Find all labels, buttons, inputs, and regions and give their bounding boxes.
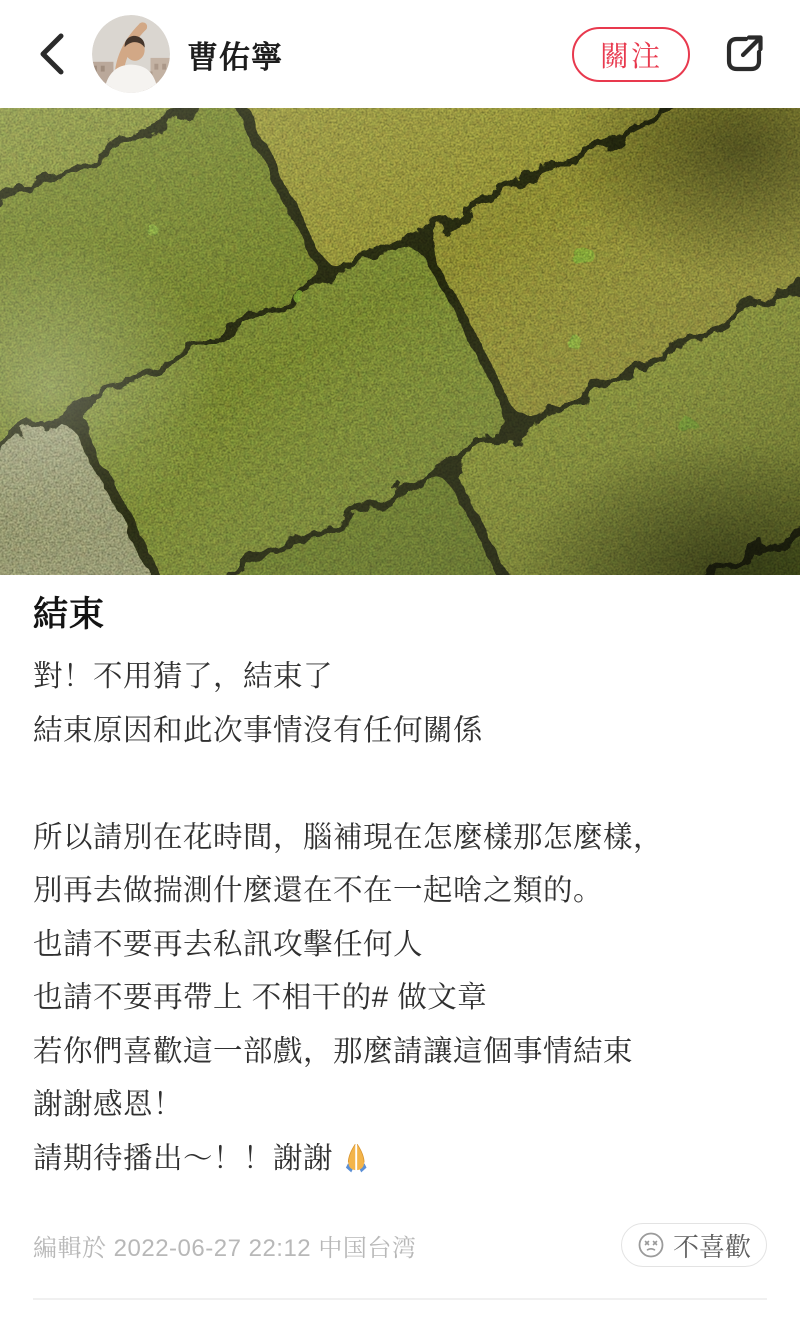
post-line: 也請不要再去私訊攻擊任何人	[33, 927, 424, 961]
header-bar	[0, 0, 800, 108]
post-photo-mossy-stone-wall[interactable]	[0, 108, 800, 575]
post-line-text: 請期待播出～！！謝謝	[33, 1141, 334, 1175]
post-line: 對！不用猜了，結束了	[33, 660, 334, 693]
dislike-label: 不喜歡	[672, 1231, 751, 1262]
dislike-button[interactable]	[621, 1223, 767, 1267]
post-line: 謝謝感恩！	[33, 1088, 184, 1121]
post-body	[33, 650, 767, 1185]
post-line: 結束原因和此次事情沒有任何關係	[33, 713, 484, 747]
back-chevron-icon[interactable]	[36, 32, 66, 76]
edited-timestamp: 編輯於 2022-06-27 22:12 中国台湾	[33, 1234, 417, 1262]
post-line: 也請不要再帶上 不相干的# 做文章	[33, 981, 488, 1014]
avatar-photo	[92, 15, 170, 93]
post-line-blank	[33, 757, 767, 811]
username[interactable]: 曹佑寧	[187, 39, 283, 75]
post-line: 所以請別在花時間，腦補現在怎麼樣那怎麼樣，	[33, 820, 664, 854]
post-title: 結束	[33, 595, 106, 634]
post-footer	[0, 1223, 800, 1267]
frustrated-face-icon	[637, 1231, 665, 1259]
post-content	[0, 593, 800, 1185]
post-line	[33, 1132, 767, 1186]
follow-button[interactable]: 關注	[572, 27, 690, 82]
share-icon[interactable]	[721, 31, 767, 77]
folded-hands-emoji-icon	[339, 1141, 373, 1175]
section-divider	[33, 1298, 767, 1300]
avatar[interactable]	[92, 15, 170, 93]
post-line: 別再去做揣測什麼還在不在一起啥之類的。	[33, 874, 604, 907]
post-line: 若你們喜歡這一部戲，那麼請讓這個事情結束	[33, 1034, 634, 1068]
